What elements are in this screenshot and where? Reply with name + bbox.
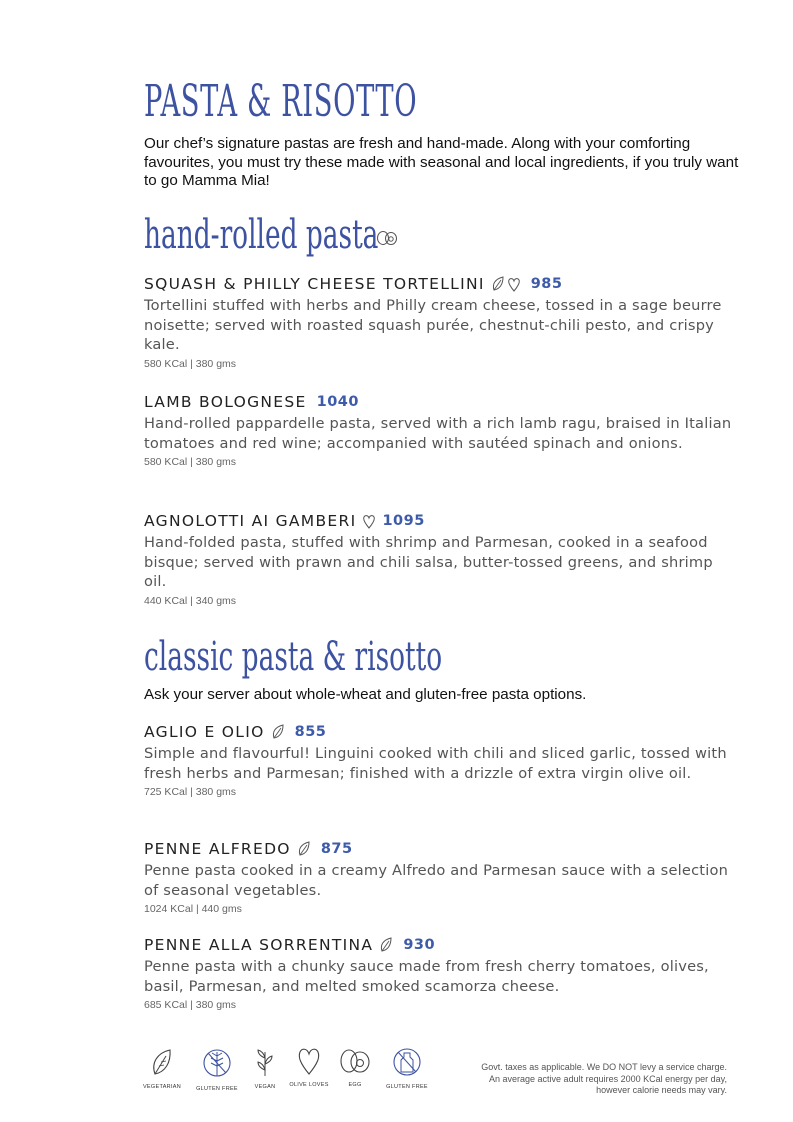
vegetarian-leaf-icon: [150, 1046, 174, 1078]
legend-gluten-free-2: [382, 1046, 432, 1091]
footer-line: however calorie needs may vary.: [596, 1085, 727, 1095]
item-price: 930: [403, 937, 436, 953]
item-description: Penne pasta cooked in a creamy Alfredo and Parmesan sauce with a selection of seasonal vegetables.: [144, 862, 729, 899]
item-description: Simple and flavourful! Linguini cooked with chili and sliced garlic, tossed with fresh herbs and Parmesan; finished with a drizzle of extra virgin olive oil.: [144, 745, 727, 782]
egg-icon: [338, 1046, 372, 1076]
legend-olive-loves: [284, 1046, 334, 1089]
footer-line: An average active adult requires 2000 KCal energy per day,: [489, 1073, 727, 1084]
vegetarian-leaf-icon: [271, 724, 285, 740]
item-description: Hand-folded pasta, stuffed with shrimp and Parmesan, cooked in a seafood bisque; served with prawn and chili salsa, butter-tossed greens, and shrimp oil.: [144, 534, 713, 590]
item-name: AGNOLOTTI AI GAMBERI: [144, 512, 357, 530]
egg-icon: [376, 230, 398, 246]
page-title: PASTA & RISOTTO: [144, 76, 418, 127]
item-name: AGLIO E OLIO: [144, 723, 265, 741]
legend-vegetarian: [137, 1046, 187, 1091]
menu-item: [144, 510, 734, 607]
section-note: Ask your server about whole-wheat and gluten-free pasta options.: [144, 686, 587, 703]
menu-item: [144, 838, 734, 915]
item-name: LAMB BOLOGNESE: [144, 393, 307, 411]
item-nutrition: 440 KCal | 340 gms: [144, 594, 237, 607]
legend-label: GLUTEN FREE: [196, 1086, 238, 1092]
legend-vegan: [240, 1046, 290, 1091]
item-nutrition: 725 KCal | 380 gms: [144, 786, 237, 798]
legend-label: VEGETARIAN: [142, 1084, 182, 1090]
item-price: 855: [294, 724, 327, 740]
gluten-free-wheat-icon: [202, 1046, 232, 1080]
item-name: PENNE ALLA SORRENTINA: [144, 936, 374, 954]
item-description: Tortellini stuffed with herbs and Philly cream cheese, tossed in a sage beurre noisette; served with roasted squash purée, chestnut-chili pesto, and crispy kale.: [144, 297, 722, 353]
item-nutrition: 685 KCal | 380 gms: [144, 999, 237, 1011]
legend-label: GLUTEN FREE: [386, 1084, 428, 1090]
menu-item: [144, 934, 734, 1011]
item-description: Penne pasta with a chunky sauce made from fresh cherry tomatoes, olives, basil, Parmesan, and melted smoked scamorza cheese.: [144, 958, 709, 995]
gluten-free-bottle-icon: [392, 1046, 422, 1078]
item-nutrition: 580 KCal | 380 gms: [144, 456, 237, 468]
menu-item: [144, 391, 734, 468]
menu-item: [144, 721, 734, 798]
item-price: 985: [530, 276, 563, 292]
vegetarian-leaf-icon: [379, 937, 393, 953]
item-price: 875: [320, 841, 353, 857]
vegetarian-leaf-icon: [297, 841, 311, 857]
item-name: SQUASH & PHILLY CHEESE TORTELLINI: [144, 275, 485, 293]
legend-label: EGG: [348, 1082, 362, 1088]
menu-item: [144, 273, 734, 370]
legend-label: OLIVE LOVES: [289, 1082, 329, 1088]
item-description: Hand-rolled pappardelle pasta, served with a rich lamb ragu, braised in Italian tomatoes and red wine; accompanied with sautéed spinach and onions.: [144, 415, 732, 452]
footer-line: Govt. taxes as applicable. We DO NOT levy a service charge.: [481, 1062, 727, 1072]
heart-icon: [362, 514, 376, 529]
vegan-sprout-icon: [254, 1046, 276, 1078]
item-price: 1095: [382, 513, 425, 529]
heart-icon: [297, 1046, 321, 1076]
legend-label: VEGAN: [254, 1084, 276, 1090]
heart-icon: [507, 277, 521, 292]
item-price: 1040: [316, 394, 359, 410]
item-name: PENNE ALFREDO: [144, 840, 291, 858]
item-nutrition: 1024 KCal | 440 gms: [144, 903, 242, 915]
vegetarian-leaf-icon: [491, 276, 505, 292]
legend-gluten-free: [192, 1046, 242, 1093]
section-heading-classic: classic pasta & risotto: [144, 634, 443, 680]
item-nutrition: 580 KCal | 380 gms: [144, 357, 237, 370]
legend-egg: [330, 1046, 380, 1089]
intro-text: Our chef’s signature pastas are fresh and hand-made. Along with your comforting favourites, you must try these made with seasonal and local ingredients, if you truly want to go Mamma Mia!: [144, 135, 739, 189]
footer-note: [427, 1062, 727, 1097]
section-heading-hand-rolled: hand-rolled pasta: [144, 212, 379, 258]
